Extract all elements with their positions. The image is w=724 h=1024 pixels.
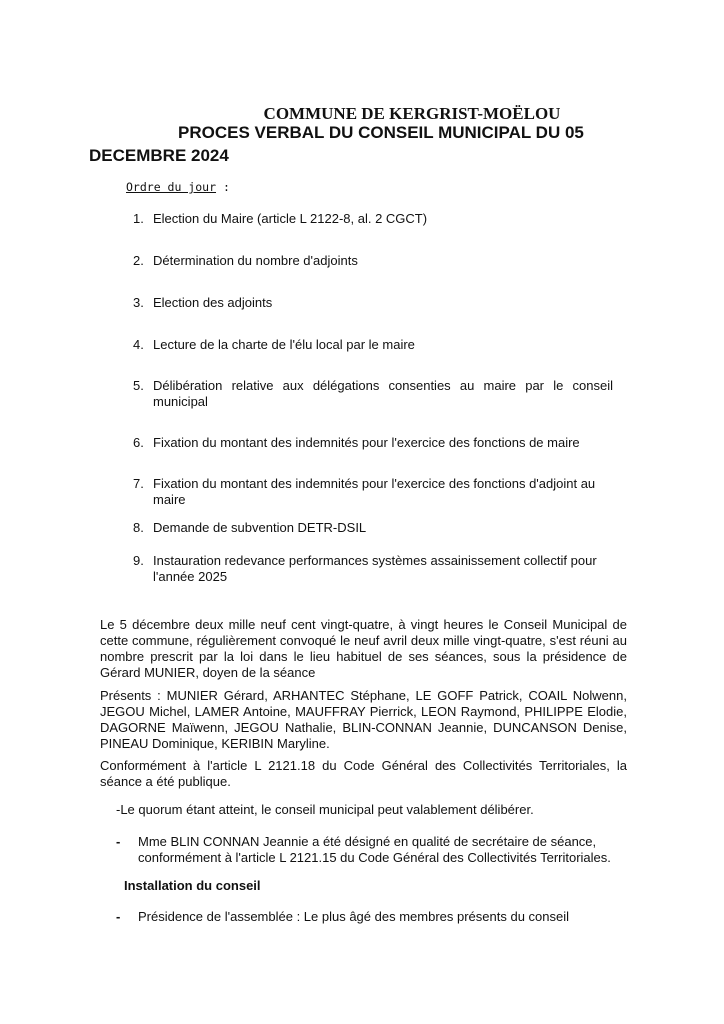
agenda-label: Ordre du jour: [126, 180, 217, 194]
agenda-heading: [126, 180, 230, 194]
agenda-item-8: [133, 520, 653, 536]
agenda-item-4: [133, 337, 653, 353]
list-dash: -: [116, 909, 121, 924]
secretary-item: [116, 834, 636, 866]
agenda-item-text: Lecture de la charte de l'élu local par le maire: [153, 337, 415, 352]
document-title: PROCES VERBAL DU CONSEIL MUNICIPAL DU 05: [178, 123, 584, 142]
agenda-item-number: 6.: [133, 435, 144, 450]
presents-paragraph: Présents : MUNIER Gérard, ARHANTEC Stéphane, LE GOFF Patrick, COAIL Nolwenn, JEGOU Michel, LAMER Antoine, MAUFFRAY Pierrick, LEON Raymond, PHILIPPE Elodie, DAGORNE Maïwenn, JEGOU Nathalie, BLIN-CONNAN Jeannie, DUNCANSON Denise, PINEAU Dominique, KERIBIN Maryline.: [100, 688, 627, 751]
quorum-paragraph: -Le quorum étant atteint, le conseil municipal peut valablement délibérer.: [116, 802, 534, 817]
agenda-item-5: [133, 378, 613, 410]
agenda-item-number: 7.: [133, 476, 144, 491]
agenda-item-text: Fixation du montant des indemnités pour l'exercice des fonctions d'adjoint au maire: [153, 476, 596, 507]
agenda-item-text: Instauration redevance performances systèmes assainissement collectif pour l'année 2025: [153, 553, 597, 584]
intro-paragraph: Le 5 décembre deux mille neuf cent vingt-quatre, à vingt heures le Conseil Municipal de cette commune, régulièrement convoqué le neuf avril deux mille vingt-quatre, s'est réuni au nombre prescrit par la loi dans le lieu habituel de ses séances, sous la présidence de Gérard MUNIER, doyen de la séance: [100, 617, 627, 680]
installation-heading: Installation du conseil: [124, 878, 261, 893]
agenda-item-number: 2.: [133, 253, 144, 268]
agenda-item-number: 8.: [133, 520, 144, 535]
agenda-item-text: Détermination du nombre d'adjoints: [153, 253, 358, 268]
agenda-item-1: [133, 211, 653, 227]
agenda-item-number: 3.: [133, 295, 144, 310]
agenda-item-text: Election du Maire (article L 2122-8, al. 2 CGCT): [153, 211, 428, 226]
agenda-item-6: [133, 435, 653, 451]
commune-name: COMMUNE DE KERGRIST-MOËLOU: [263, 104, 561, 123]
agenda-item-number: 4.: [133, 337, 144, 352]
agenda-item-9: [133, 553, 633, 585]
agenda-item-text: Fixation du montant des indemnités pour l'exercice des fonctions de maire: [153, 435, 580, 450]
agenda-item-2: [133, 253, 653, 269]
secretary-text: Mme BLIN CONNAN Jeannie a été désigné en qualité de secrétaire de séance, conformément à l'article L 2121.15 du Code Général des Collectivités Territoriales.: [138, 834, 611, 865]
agenda-item-text: Demande de subvention DETR-DSIL: [153, 520, 367, 535]
presidence-item: [116, 909, 636, 925]
agenda-item-number: 1.: [133, 211, 144, 226]
presidence-text: Présidence de l'assemblée : Le plus âgé des membres présents du conseil: [138, 909, 569, 924]
document-title-date: DECEMBRE 2024: [89, 146, 229, 165]
agenda-label-suffix: :: [216, 180, 230, 194]
agenda-item-text: Election des adjoints: [153, 295, 273, 310]
agenda-item-3: [133, 295, 653, 311]
agenda-item-number: 9.: [133, 553, 144, 568]
list-dash: -: [116, 834, 121, 849]
agenda-item-7: [133, 476, 613, 508]
agenda-item-number: 5.: [133, 378, 144, 393]
public-session-paragraph: Conformément à l'article L 2121.18 du Code Général des Collectivités Territoriales, la séance a été publique.: [100, 758, 627, 789]
agenda-item-text: Délibération relative aux délégations consenties au maire par le conseil municipal: [153, 378, 613, 409]
